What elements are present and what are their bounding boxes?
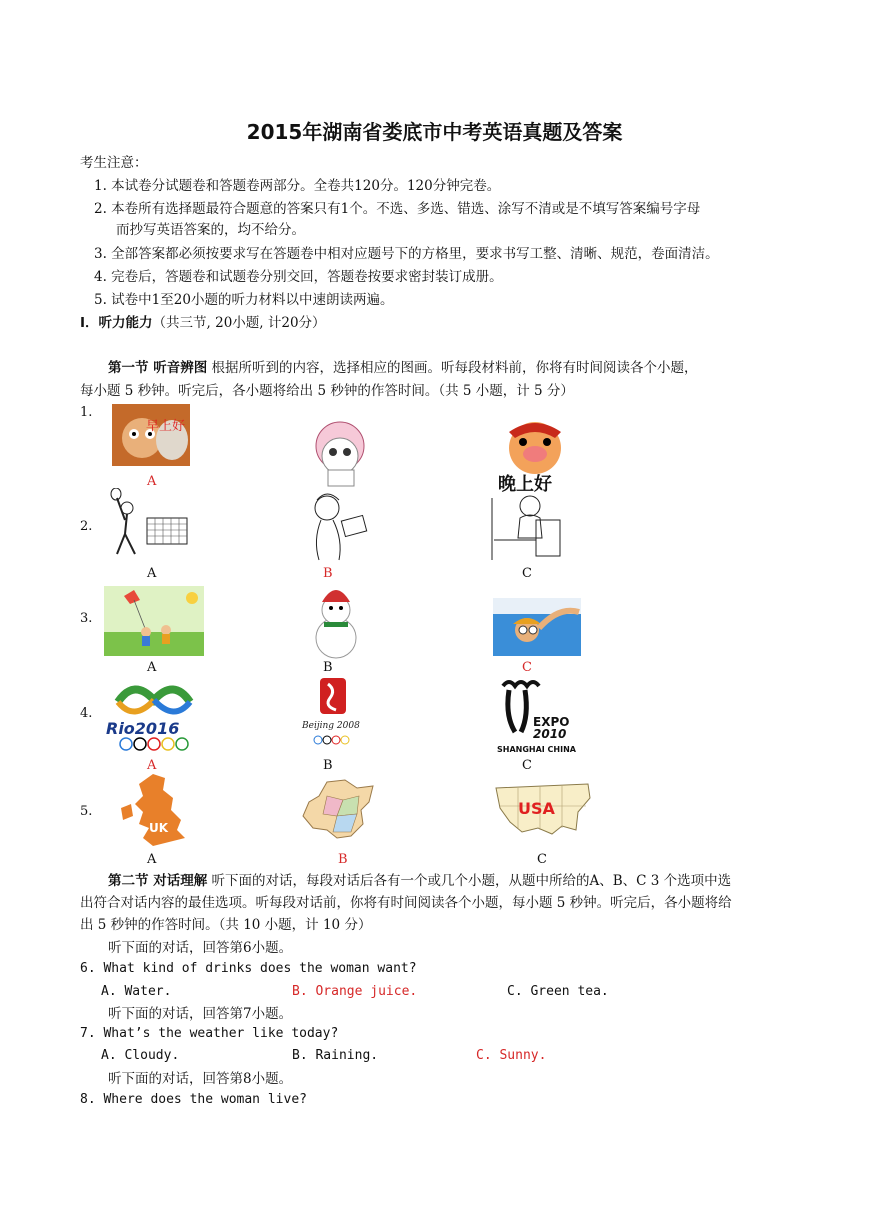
q7-intro: 听下面的对话，回答第7小题。 [108, 1006, 293, 1022]
q7-option-b: B. Raining. [292, 1048, 379, 1063]
q2-label-c: C [522, 566, 532, 581]
q3-label-b: B [323, 660, 333, 675]
q7-option-a: A. Cloudy. [101, 1048, 180, 1063]
q3-label-a: A [147, 660, 157, 675]
q6-option-b: B. Orange juice. [292, 984, 418, 999]
section2-line2: 出符合对话内容的最佳选项。听每段对话前，你将有时间阅读各个小题，每小题 5 秒钟。听完后，各小题将给 [80, 895, 732, 911]
china-map-image [297, 776, 377, 846]
section1-line1 [108, 357, 698, 379]
q2-label-b: B [323, 566, 333, 581]
q6-intro: 听下面的对话，回答第6小题。 [108, 940, 293, 956]
notice-item-2: 2. 本卷所有选择题最符合题意的答案只有1个。不选、多选、错选、涂写不清或是不填写答案编号字母 [94, 201, 701, 217]
studying-boy-image [490, 490, 564, 562]
q1c-text: 晚上好 [498, 474, 552, 494]
section1-line2: 每小题 5 秒钟。听完后，各小题将给出 5 秒钟的作答时间。（共 5 小题，计 5 分） [80, 383, 574, 399]
q5-label-a: A [147, 852, 157, 867]
beijing2008-logo-image [300, 676, 364, 752]
q2-label-a: A [147, 566, 157, 581]
reading-girl-image [303, 490, 377, 562]
notice-item-3: 3. 全部答案都必须按要求写在答题卷中相对应题号下的方格里，要求书写工整、清晰、规范，卷面清洁。 [94, 246, 719, 262]
q5-number: 5. [80, 804, 93, 819]
sheep-image [300, 418, 380, 488]
monkey-image [112, 404, 190, 466]
q8-intro: 听下面的对话，回答第8小题。 [108, 1071, 293, 1087]
rio2016-text: Rio2016 [106, 719, 180, 738]
section2-heading: 第二节 对话理解 [108, 873, 208, 889]
part1-heading [80, 312, 326, 334]
q6-option-c: C. Green tea. [507, 984, 609, 999]
q8-question: 8. Where does the woman live? [80, 1092, 307, 1107]
pig-image [495, 418, 573, 494]
q5-label-b: B [338, 852, 348, 867]
usa-text: USA [518, 799, 555, 818]
beijing2008-text: Beijing 2008 [302, 721, 360, 731]
q2-number: 2. [80, 519, 93, 534]
section2-line1 [108, 870, 731, 892]
q1-number: 1. [80, 405, 93, 420]
expo-text: EXPO [533, 715, 570, 729]
notice-item-5: 5. 试卷中1至20小题的听力材料以中速朗读两遍。 [94, 292, 394, 308]
part1-note: （共三节, 20小题, 计20分） [152, 315, 326, 331]
rio2016-logo-image [104, 678, 202, 754]
swimming-image [493, 598, 581, 656]
section2-line3: 出 5 秒钟的作答时间。（共 10 小题，计 10 分） [80, 917, 372, 933]
q1a-text: 早上好 [146, 419, 186, 434]
usa-map-image [492, 778, 594, 848]
expo-year-text: 2010 [533, 727, 567, 741]
q4-label-c: C [522, 758, 532, 773]
notice-heading: 考生注意： [80, 155, 148, 171]
part1-title: I．听力能力 [80, 315, 153, 331]
expo2010-logo-image [495, 676, 581, 756]
badminton-image [105, 488, 193, 560]
kite-image [104, 586, 204, 656]
q4-label-b: B [323, 758, 333, 773]
uk-text: UK [149, 821, 169, 835]
section1-text: 根据所听到的内容，选择相应的图画。听每段材料前，你将有时间阅读各个小题， [207, 360, 698, 376]
notice-item-4: 4. 完卷后，答题卷和试题卷分别交回，答题卷按要求密封装订成册。 [94, 269, 503, 285]
q5-label-c: C [537, 852, 547, 867]
q6-question: 6. What kind of drinks does the woman want? [80, 961, 417, 976]
expo-place-text: SHANGHAI CHINA [497, 745, 576, 754]
q3-label-c: C [522, 660, 532, 675]
q7-option-c: C. Sunny. [476, 1048, 547, 1063]
uk-map-image [113, 772, 193, 848]
notice-item-1: 1. 本试卷分试题卷和答题卷两部分。全卷共120分。120分钟完卷。 [94, 178, 501, 194]
notice-item-2-cont: 而抄写英语答案的，均不给分。 [116, 222, 305, 238]
section1-heading: 第一节 听音辨图 [108, 360, 208, 376]
page-title: 2015年湖南省娄底市中考英语真题及答案 [246, 120, 623, 144]
q3-number: 3. [80, 611, 93, 626]
section2-text: 听下面的对话，每段对话后各有一个或几个小题，从题中所给的A、B、C 3 个选项中选 [207, 873, 732, 889]
q6-option-a: A. Water. [101, 984, 172, 999]
snowman-image [300, 584, 376, 660]
q4-label-a: A [147, 758, 157, 773]
q7-question: 7. What’s the weather like today? [80, 1026, 339, 1041]
q4-number: 4. [80, 706, 93, 721]
q1-label-a: A [147, 474, 157, 489]
